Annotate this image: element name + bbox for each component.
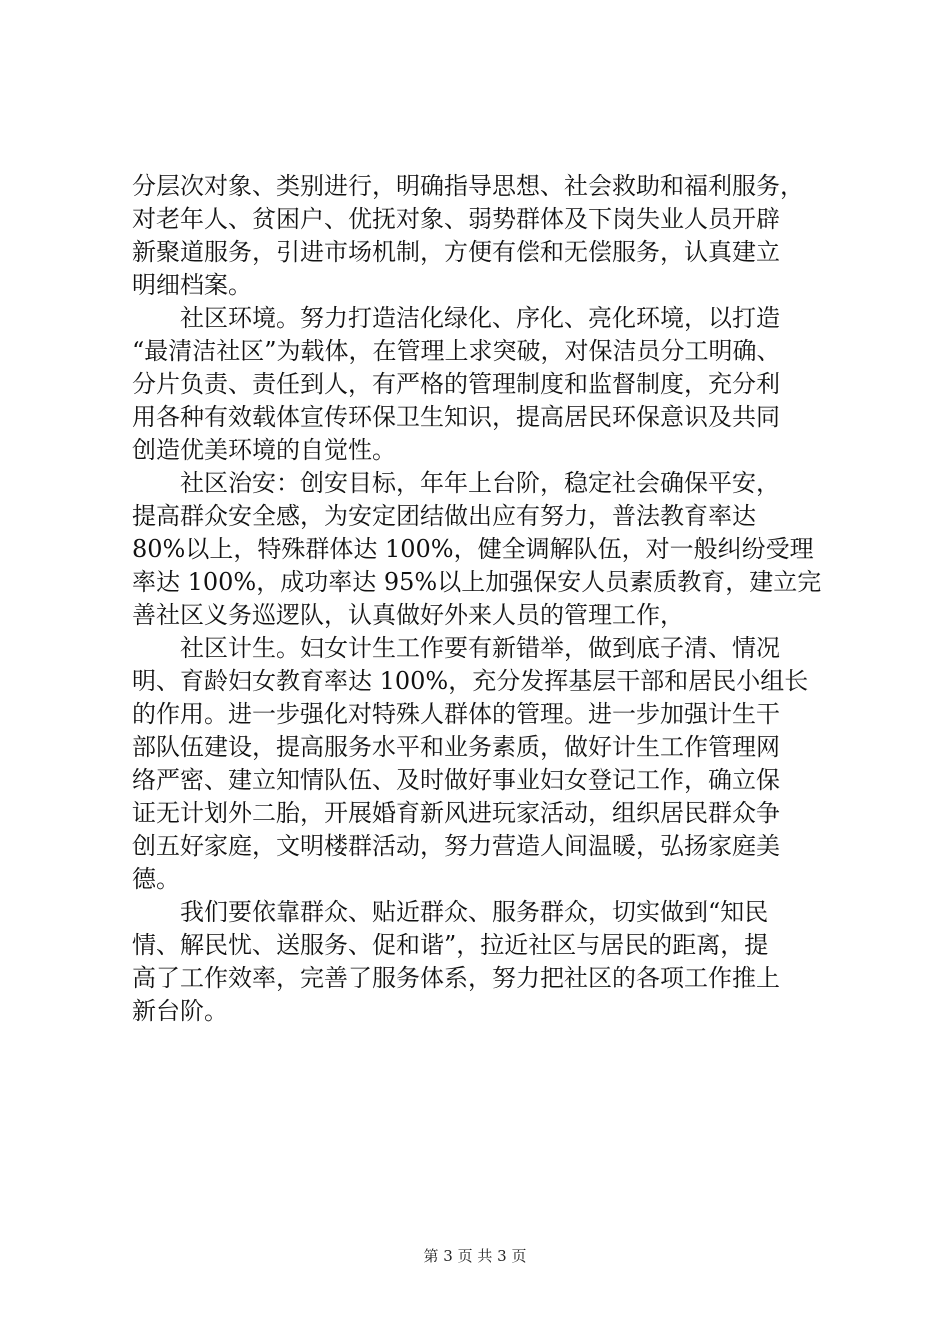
text-line: 社区计生。妇女计生工作要有新错举，做到底子清、情况: [132, 634, 780, 662]
text-line: 善社区义务巡逻队，认真做好外来人员的管理工作，: [132, 601, 684, 629]
text-line: 新台阶。: [132, 997, 228, 1025]
document-body: [132, 170, 852, 1028]
page-number-footer: 第 3 页 共 3 页: [423, 1247, 527, 1265]
text-line: 率达 100%，成功率达 95%以上加强保安人员素质教育，建立完: [132, 568, 822, 596]
text-line: 80%以上，特殊群体达 100%，健全调解队伍，对一般纠纷受理: [132, 535, 814, 563]
text-line: “最清洁社区”为载体，在管理上求突破，对保洁员分工明确、: [132, 337, 781, 365]
text-line: 明、育龄妇女教育率达 100%，充分发挥基层干部和居民小组长: [132, 667, 809, 695]
text-line: 用各种有效载体宣传环保卫生知识，提高居民环保意识及共同: [132, 403, 780, 431]
text-line: 新聚道服务，引进市场机制，方便有偿和无偿服务，认真建立: [132, 238, 780, 266]
text-line: 提高群众安全感，为安定团结做出应有努力，普法教育率达: [132, 502, 756, 530]
text-line: 的作用。进一步强化对特殊人群体的管理。进一步加强计生干: [132, 700, 780, 728]
text-line: 证无计划外二胎，开展婚育新风进玩家活动，组织居民群众争: [132, 799, 780, 827]
text-line: 高了工作效率，完善了服务体系，努力把社区的各项工作推上: [132, 964, 780, 992]
text-line: 创五好家庭，文明楼群活动，努力营造人间温暖，弘扬家庭美: [132, 832, 780, 860]
text-line: 德。: [132, 865, 180, 893]
text-line: 分层次对象、类别进行，明确指导思想、社会救助和福利服务，: [132, 172, 804, 200]
text-line: 情、解民忧、送服务、促和谐”，拉近社区与居民的距离，提: [132, 931, 769, 959]
text-line: 络严密、建立知情队伍、及时做好事业妇女登记工作，确立保: [132, 766, 780, 794]
text-line: 分片负责、责任到人，有严格的管理制度和监督制度，充分利: [132, 370, 780, 398]
text-line: 对老年人、贫困户、优抚对象、弱势群体及下岗失业人员开辟: [132, 205, 780, 233]
text-line: 社区环境。努力打造洁化绿化、序化、亮化环境，以打造: [132, 304, 780, 332]
text-line: 部队伍建设，提高服务水平和业务素质，做好计生工作管理网: [132, 733, 780, 761]
text-line: 创造优美环境的自觉性。: [132, 436, 396, 464]
text-line: 社区治安：创安目标，年年上台阶，稳定社会确保平安，: [132, 469, 780, 497]
text-line: 我们要依靠群众、贴近群众、服务群众，切实做到“知民: [132, 898, 769, 926]
text-line: 明细档案。: [132, 271, 252, 299]
